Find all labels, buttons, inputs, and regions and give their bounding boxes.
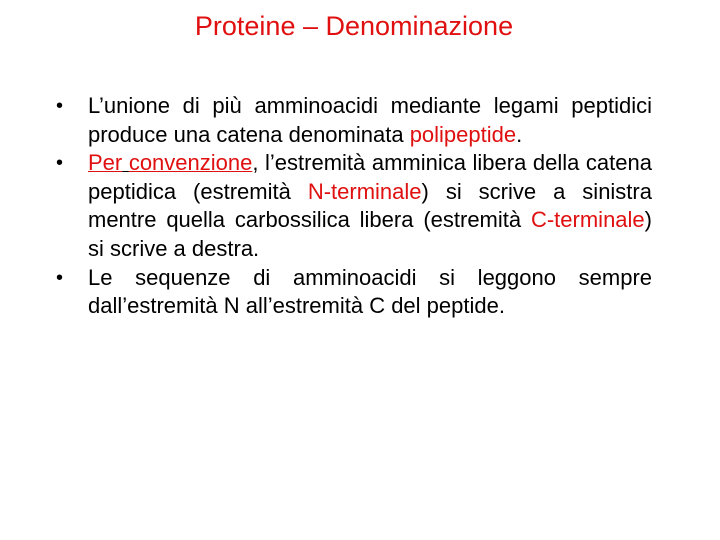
bullet-2-part-3: ) si scrive a destra. [88,207,652,261]
slide-title: Proteine – Denominazione [194,11,514,41]
bullet-1-tail: . [516,121,523,147]
bullet-item-3 [56,264,652,321]
bullet-icon: • [56,95,64,117]
link-convenzione[interactable]: convenzione [128,150,253,176]
term-polipeptide: polipeptide [409,121,517,147]
bullet-list [56,92,652,321]
bullet-icon: • [56,266,64,289]
bullet-3-text: Le sequenze di amminoacidi si leggono sempre dall’estremità N all’estremità C del peptide. [88,264,652,319]
bullet-icon: • [56,152,64,175]
bullet-item-1 [56,92,652,149]
bullet-2-part-1: , l’estremità amminica libera della catena peptidica (estremità [88,150,652,204]
term-c-terminale: C-terminale [530,207,645,233]
link-per[interactable]: Per [88,150,123,176]
bullet-2-part-2: ) si scrive a sinistra mentre quella carbossilica libera (estremità [88,178,652,233]
bullet-1-text: L’unione di più amminoacidi mediante legami peptidici produce una catena denominata [88,93,652,147]
bullet-item-2 [56,149,652,263]
term-n-terminale: N-terminale [307,178,422,204]
